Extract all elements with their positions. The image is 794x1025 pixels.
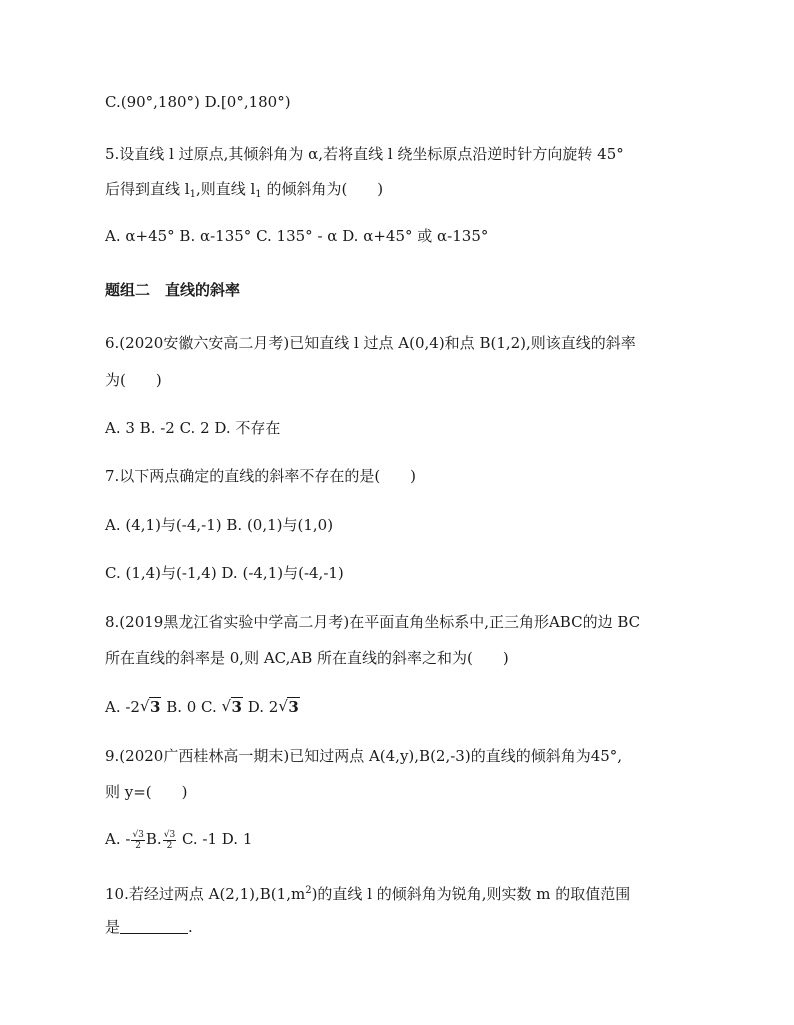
q8-option-a: A. -2 bbox=[105, 698, 140, 716]
q5-line2-part-c: 的倾斜角为( ) bbox=[261, 180, 384, 198]
q6-options: A. 3 B. -2 C. 2 D. 不存在 bbox=[105, 419, 281, 437]
q10-superscript: 2 bbox=[305, 885, 312, 896]
q10-stem-line1 bbox=[105, 881, 630, 904]
q6-stem-line2: 为( ) bbox=[105, 371, 162, 389]
answer-blank[interactable] bbox=[120, 919, 188, 934]
q6-stem-line1: 6.(2020安徽六安高二月考)已知直线 l 过点 A(0,4)和点 B(1,2),则该直线的斜率 bbox=[105, 334, 636, 352]
q10-line2-part-a: 是 bbox=[105, 918, 121, 936]
q8-options bbox=[105, 697, 300, 717]
q8-option-d: D. 2 bbox=[242, 698, 279, 716]
q8-option-b-c: B. 0 C. bbox=[161, 698, 222, 716]
q10-line1-part-a: 10.若经过两点 A(2,1),B(1,m bbox=[105, 885, 306, 903]
q9-option-rest: C. -1 D. 1 bbox=[177, 830, 253, 848]
q9-option-a: A. - bbox=[105, 830, 131, 848]
q10-line2-part-b: . bbox=[188, 918, 193, 936]
q7-options-cd: C. (1,4)与(-1,4) D. (-4,1)与(-4,-1) bbox=[105, 564, 344, 582]
q10-stem-line2 bbox=[105, 917, 193, 937]
q4-options-cont: C.(90°,180°) D.[0°,180°) bbox=[105, 93, 291, 111]
fraction-b: $\frac{√3}{2}$ bbox=[163, 829, 176, 851]
sqrt-3-c: √ 3 bbox=[221, 697, 242, 716]
q9-option-b: B. bbox=[145, 830, 162, 848]
q5-subscript-1: 1 bbox=[189, 189, 196, 200]
sqrt-3-d: √ 3 bbox=[278, 697, 299, 716]
q10-line1-part-b: )的直线 l 的倾斜角为锐角,则实数 m 的取值范围 bbox=[311, 885, 631, 903]
sqrt-3-a: √ 3 bbox=[139, 697, 161, 716]
q9-stem-line1: 9.(2020广西桂林高一期末)已知过两点 A(4,y),B(2,-3)的直线的倾斜角为45°, bbox=[105, 747, 623, 765]
q7-stem: 7.以下两点确定的直线的斜率不存在的是( ) bbox=[105, 467, 417, 485]
q7-options-ab: A. (4,1)与(-4,-1) B. (0,1)与(1,0) bbox=[105, 516, 334, 534]
q5-subscript-2: 1 bbox=[255, 189, 262, 200]
q5-stem-line2 bbox=[105, 179, 383, 205]
q9-options bbox=[105, 829, 252, 851]
fraction-a: $\frac{√3}{2}$ bbox=[132, 829, 144, 851]
q9-stem-line2: 则 y=( ) bbox=[105, 783, 188, 801]
q5-line2-part-b: ,则直线 l bbox=[195, 180, 256, 198]
q5-options: A. α+45° B. α-135° C. 135° - α D. α+45° 或 α-135° bbox=[105, 227, 489, 245]
q5-stem-line1: 5.设直线 l 过原点,其倾斜角为 α,若将直线 l 绕坐标原点沿逆时针方向旋转 45° bbox=[105, 145, 624, 163]
q8-stem-line1: 8.(2019黑龙江省实验中学高二月考)在平面直角坐标系中,正三角形ABC的边 BC bbox=[105, 613, 641, 631]
q5-line2-part-a: 后得到直线 l bbox=[105, 180, 190, 198]
section-heading: 题组二 直线的斜率 bbox=[105, 281, 241, 299]
q8-stem-line2: 所在直线的斜率是 0,则 AC,AB 所在直线的斜率之和为( ) bbox=[105, 649, 509, 667]
